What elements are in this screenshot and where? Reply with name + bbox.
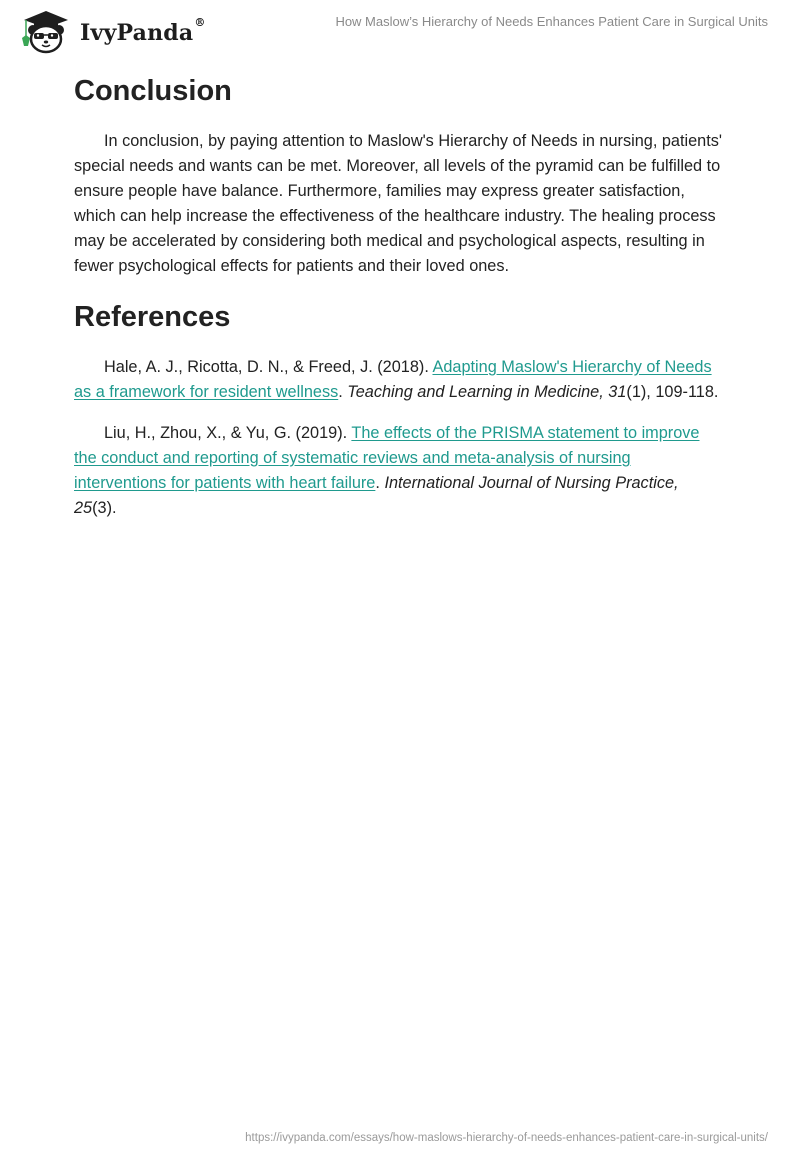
reference-authors: Liu, H., Zhou, X., & Yu, G. (2019). <box>104 424 352 442</box>
registered-mark: ® <box>194 16 206 29</box>
conclusion-paragraph: In conclusion, by paying attention to Maslow's Hierarchy of Needs in nursing, patients' special needs and wants can be met. Moreover, all levels of the pyramid can be fulfilled to ensure people have balance. Furthermore, families may express greater satisfaction, which can help increase the effectiveness of the healthcare industry. The healing process may be accelerated by considering both medical and psychological aspects, resulting in fewer psychological effects for patients and their loved ones. <box>74 132 722 275</box>
reference-title-link[interactable]: Adapting Maslow's Hierarchy of Needs as a framework for resident wellness <box>74 358 712 401</box>
reference-issue-pages: (1), 109-118. <box>626 383 719 401</box>
reference-title-link[interactable]: The effects of the PRISMA statement to improve the conduct and reporting of systematic reviews and meta-analysis of nursing interventions for patients with heart failure <box>74 424 700 492</box>
reference-item: Liu, H., Zhou, X., & Yu, G. (2019). The effects of the PRISMA statement to improve the conduct and reporting of systematic reviews and meta-analysis of nursing interventions for patients with heart failure. International Journal of Nursing Practice, 25(3). <box>74 424 700 517</box>
reference-journal: Teaching and Learning in Medicine, 31 <box>347 383 627 401</box>
reference-journal: International Journal of Nursing Practice, <box>384 474 679 492</box>
brand-name: IvyPanda® <box>80 16 206 46</box>
conclusion-heading: Conclusion <box>74 75 232 107</box>
references-heading: References <box>74 301 231 333</box>
panda-graduate-icon <box>16 8 78 54</box>
page-header <box>0 0 800 60</box>
ivypanda-logo[interactable] <box>16 8 206 54</box>
reference-item: Hale, A. J., Ricotta, D. N., & Freed, J. (2018). Adapting Maslow's Hierarchy of Needs as a framework for resident wellness. Teaching and Learning in Medicine, 31(1), 109-118. <box>74 358 719 401</box>
reference-volume: 25 <box>74 499 93 517</box>
reference-authors: Hale, A. J., Ricotta, D. N., & Freed, J. (2018). <box>104 358 433 376</box>
footer-url[interactable]: https://ivypanda.com/essays/how-maslows-hierarchy-of-needs-enhances-patient-care-in-surgical-units/ <box>245 1132 768 1144</box>
essay-content <box>74 72 724 521</box>
reference-issue-pages: (3). <box>92 499 117 517</box>
document-title: How Maslow’s Hierarchy of Needs Enhances Patient Care in Surgical Units <box>335 14 768 29</box>
